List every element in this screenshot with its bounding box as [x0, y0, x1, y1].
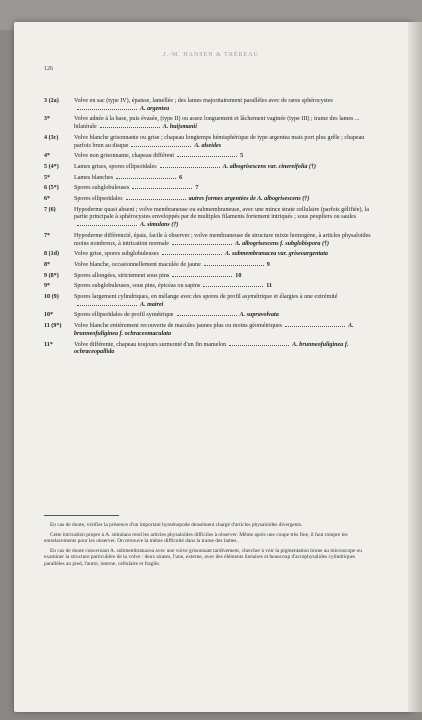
entry-number: 8 (1d): [44, 251, 60, 258]
running-head: J.-M. HANSEN & TRÉBEAU: [163, 52, 259, 58]
footnote-rule: [44, 515, 119, 516]
taxon-name: A. huijsmanii: [162, 124, 197, 131]
dot-leader: [229, 345, 289, 346]
page-edge: [408, 22, 422, 712]
entry-body: [74, 312, 376, 320]
entry-text: Hypoderme différencié, épais, facile à observer ; volve membraneuse de structure mixte homogène, à articles physaloïdes moins nombreux, à intrication normale: [74, 232, 371, 247]
entry-text: Spores largement cylindriques, en mélange avec des spores de profil asymétrique et élargies à une extrémité: [74, 294, 338, 301]
entry-text: Volve différente, chapeau toujours surmonté d'un fin mamelon: [74, 341, 227, 348]
entry-text: Volve blanche, occasionnellement maculée de jaune: [74, 261, 201, 268]
next-step: 10: [235, 272, 242, 279]
key-entry: [44, 135, 376, 150]
entry-number: 4 (3c): [44, 134, 59, 141]
entry-body: [74, 342, 376, 357]
key-entries: [44, 98, 376, 360]
entry-number: 10*: [44, 312, 54, 319]
key-entry: [44, 207, 376, 230]
entry-text: Volve blanche entièrement recouverte de macules jaunes plus ou moins géométriques: [74, 323, 283, 330]
key-entry: [44, 116, 376, 131]
key-entry: [44, 175, 376, 183]
entry-number: 7*: [44, 232, 51, 239]
entry-text: Spores ellipsoïdales: [74, 196, 123, 203]
page-number: 126: [44, 66, 53, 72]
dot-leader: [116, 178, 176, 179]
entry-text: Volve non grisonnante, chapeau différent: [74, 153, 175, 160]
dot-leader: [204, 265, 264, 266]
dot-leader: [100, 127, 160, 128]
key-entry: [44, 294, 376, 309]
entry-number: 9 (8*): [44, 272, 59, 279]
entry-body: [74, 153, 376, 161]
next-step: 5: [240, 153, 244, 160]
entry-body: [74, 135, 376, 150]
key-entry: [44, 312, 376, 320]
entry-text: Spores allongées, strictement sous pins: [74, 272, 170, 279]
key-entry: [44, 323, 376, 338]
dot-leader: [77, 305, 137, 306]
next-step: 7: [195, 185, 199, 192]
entry-text: Hypoderme quasi absent ; volve membraneuse ou submembraneuse, avec une mince strate cellulaire (parfois gélifiée), la partie principale à sphérocystes enveloppés par de multiples filaments fortement intriqués ; sous peupliers ou saules: [74, 206, 369, 221]
taxon-name: A. alseides: [194, 142, 222, 149]
entry-body: [74, 294, 376, 309]
dot-leader: [177, 315, 237, 316]
entry-number: 9*: [44, 283, 51, 290]
dot-leader: [172, 276, 232, 277]
entry-number: 5*: [44, 174, 51, 181]
key-entry: [44, 153, 376, 161]
taxon-name: autres formes argentées de A. albogrisescens (†): [188, 196, 310, 203]
entry-body: [74, 185, 376, 193]
dot-leader: [160, 167, 220, 168]
taxon-name: A. submembranacea var. griseoargentata: [224, 251, 328, 258]
key-entry: [44, 342, 376, 357]
entry-number: 5 (4*): [44, 163, 59, 170]
entry-text: Volve grise, spores subglobuleuses: [74, 251, 159, 258]
taxon-name: A. mairei: [140, 301, 164, 308]
next-step: 11: [266, 283, 273, 290]
entry-number: 3*: [44, 116, 51, 123]
entry-body: [74, 196, 376, 204]
key-entry: [44, 251, 376, 259]
entry-text: Spores subglobuleuses, sous pins, épicéas ou sapins: [74, 283, 201, 290]
entry-body: [74, 175, 376, 183]
entry-body: [74, 251, 376, 259]
dot-leader: [132, 188, 192, 189]
dot-leader: [77, 109, 137, 110]
taxon-name: A. supravolvata: [239, 312, 279, 319]
entry-number: 4*: [44, 153, 51, 160]
key-entry: [44, 233, 376, 248]
dot-leader: [285, 326, 345, 327]
footnote: Cette intrication propre à A. simulans rend les articles physaloïdes difficiles à observer. Même après une coupe très fine, il faut rompre les entrelacements pour les observer. On retrouve la même difficulté dans la trame des lames.: [44, 531, 348, 545]
key-entry: [44, 164, 376, 172]
taxon-name: A. brunneofuliginea f. ochraceomaculata: [74, 323, 354, 337]
entry-body: [74, 164, 376, 172]
dot-leader: [177, 156, 237, 157]
taxon-name: A. albogrisescens f. subglobispora (†): [234, 240, 330, 247]
key-entry: [44, 273, 376, 281]
key-entry: [44, 262, 376, 270]
entry-body: [74, 233, 376, 248]
entry-text: Spores ellipsoïdales de profil symétrique: [74, 312, 174, 319]
dot-leader: [172, 244, 232, 245]
footnotes: [44, 522, 374, 571]
dot-leader: [77, 225, 137, 226]
entry-text: Volve blanche grisonnante ou grise ; chapeau longtemps hémisphérique de type argentea mais port plus grêle ; chapeau parfois brun au disque: [74, 134, 365, 149]
next-step: 6: [179, 174, 183, 181]
dot-leader: [131, 146, 191, 147]
entry-body: [74, 323, 376, 338]
entry-body: [74, 262, 376, 270]
next-step: 9: [266, 261, 270, 268]
entry-body: [74, 116, 376, 131]
footnote: En cas de doute concernant A. submembranacea avec une volve grisonnant tardivement, chercher à voir la pigmentation brune au microscope ou examiner la structure particulière de la volve : deux strates, l'une, externe, avec des éléments linéaires et beaucoup d'acrophysalides cylindriques parallèles au pied, l'autre, interne, cellulaire et fragile.: [44, 547, 362, 567]
taxon-name: A. albogrisescens var. cinereifolia (†): [222, 163, 317, 170]
key-entry: [44, 98, 376, 113]
entry-number: 6*: [44, 196, 51, 203]
entry-number: 11 (9*): [44, 323, 62, 330]
entry-text: Lames blanches: [74, 174, 114, 181]
entry-number: 10 (9): [44, 294, 59, 301]
key-entry: [44, 185, 376, 193]
entry-number: 7 (6): [44, 206, 56, 213]
entry-text: Volve adnée à la base, puis évasée, (type II) ou assez longuement et lâchement vaginée (type III) ; trame des lames ... bilatérale: [74, 116, 360, 131]
entry-number: 6 (5*): [44, 185, 59, 192]
entry-number: 8*: [44, 261, 51, 268]
dot-leader: [162, 254, 222, 255]
entry-text: Lames grises, spores ellipsoïdales: [74, 163, 157, 170]
dot-leader: [126, 199, 186, 200]
key-entry: [44, 196, 376, 204]
key-entry: [44, 283, 376, 291]
entry-number: 11*: [44, 341, 53, 348]
entry-body: [74, 283, 376, 291]
entry-number: 3 (2a): [44, 98, 59, 104]
dot-leader: [203, 286, 263, 287]
taxon-name: A. brunneofuliginea f. ochraceopallida: [74, 341, 349, 356]
entry-body: [74, 207, 376, 230]
entry-text: Spores subglobuleuses: [74, 185, 130, 192]
taxon-name: A. argentea: [140, 105, 170, 112]
footnote: En cas de doute, vérifier la présence d'un important hyménopode densément chargé d'articles physaloïdes divergents.: [50, 522, 303, 528]
entry-body: [74, 273, 376, 281]
entry-body: [74, 98, 376, 113]
taxon-name: A. simulans (†): [140, 222, 179, 229]
entry-text: Volve en sac (type IV), épaisse, lamellée ; des lames majoritairement parallèles avec de rares sphérocystes: [74, 98, 333, 104]
